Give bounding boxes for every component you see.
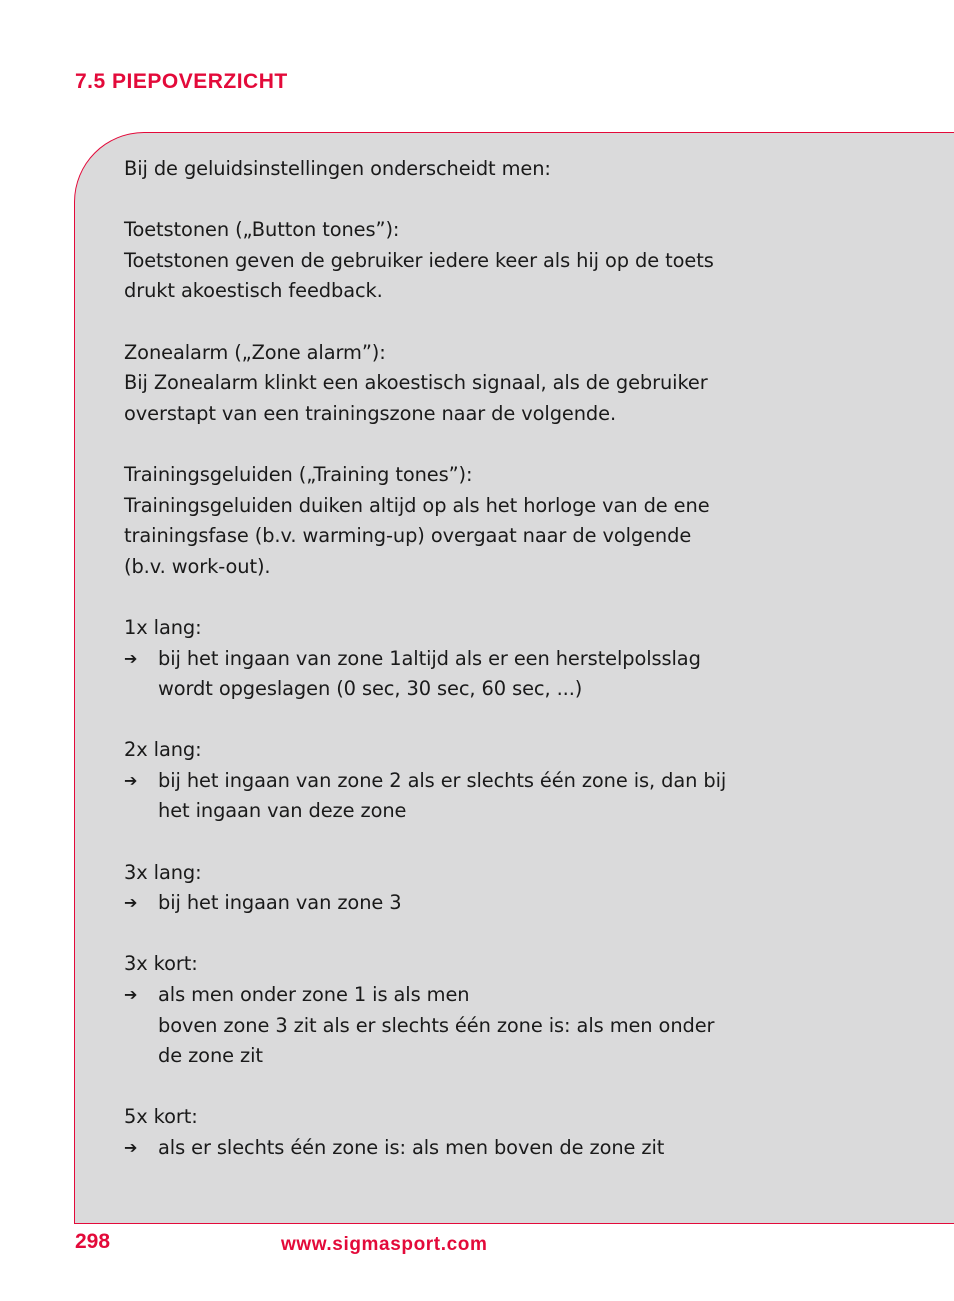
beep-description [124, 766, 804, 827]
beep-label-2x-long: 2x lang: [124, 738, 202, 762]
beep-line: bij het ingaan van zone 1altijd als er een herstelpolsslag [158, 646, 701, 670]
section-heading: 7.5 PIEPOVERZICHT [75, 70, 288, 93]
spacer [124, 185, 804, 216]
beep-line: boven zone 3 zit als er slechts één zone is: als men onder [158, 1013, 715, 1037]
beep-label-1x-long: 1x lang: [124, 615, 202, 639]
page-number: 298 [75, 1230, 111, 1253]
spacer [124, 307, 804, 338]
arrow-right-icon: ➔ [124, 648, 138, 668]
beep-line: de zone zit [158, 1044, 263, 1068]
intro-text: Bij de geluidsinstellingen onderscheidt men: [124, 157, 551, 180]
section-title-zone-alarm: Zonealarm („Zone alarm”): [124, 340, 386, 364]
arrow-right-icon: ➔ [124, 893, 138, 913]
beep-description [124, 1133, 804, 1164]
section-line: trainingsfase (b.v. warming-up) overgaat naar de volgende [124, 524, 692, 548]
arrow-right-icon: ➔ [124, 985, 138, 1005]
arrow-right-icon: ➔ [124, 770, 138, 790]
beep-label-3x-long: 3x lang: [124, 860, 202, 884]
section-line: Trainingsgeluiden duiken altijd op als het horloge van de ene [124, 493, 710, 517]
beep-line: als men onder zone 1 is als men [158, 983, 470, 1007]
beep-line: als er slechts één zone is: als men boven de zone zit [158, 1136, 665, 1159]
section-line: Toetstonen geven de gebruiker iedere keer als hij op de toets [124, 248, 714, 272]
beep-label-3x-short: 3x kort: [124, 952, 198, 976]
beep-line: het ingaan van deze zone [158, 799, 407, 823]
spacer [124, 429, 804, 460]
section-title-button-tones: Toetstonen („Button tones”): [124, 218, 400, 242]
arrow-right-icon: ➔ [124, 1138, 138, 1157]
website-link[interactable]: www.sigmasport.com [281, 1234, 488, 1255]
section-line: drukt akoestisch feedback. [124, 279, 383, 303]
spacer [124, 919, 804, 950]
spacer [124, 1072, 804, 1103]
beep-line: bij het ingaan van zone 2 als er slechts één zone is, dan bij [158, 768, 727, 792]
beep-line: bij het ingaan van zone 3 [158, 891, 402, 915]
spacer [124, 705, 804, 736]
section-line: overstapt van een trainingszone naar de volgende. [124, 401, 617, 425]
section-title-training-tones: Trainingsgeluiden („Training tones”): [124, 462, 473, 486]
beep-description [124, 980, 804, 1072]
beep-description [124, 888, 804, 919]
content-body [124, 154, 804, 1164]
section-line: Bij Zonealarm klinkt een akoestisch signaal, als de gebruiker [124, 371, 708, 395]
beep-description [124, 644, 804, 705]
beep-line: wordt opgeslagen (0 sec, 30 sec, 60 sec, ...) [158, 677, 583, 701]
spacer [124, 582, 804, 613]
beep-label-5x-short: 5x kort: [124, 1105, 198, 1129]
spacer [124, 827, 804, 858]
section-line: (b.v. work-out). [124, 554, 271, 578]
